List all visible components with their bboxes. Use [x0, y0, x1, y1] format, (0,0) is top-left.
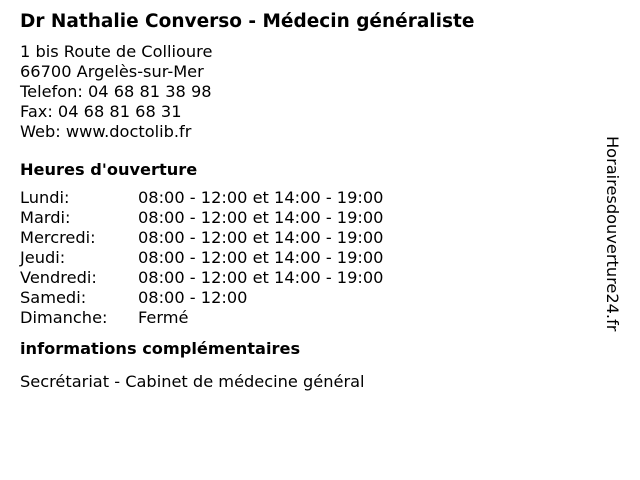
hours-row-dimanche	[20, 308, 610, 328]
time-value: 08:00 - 12:00	[138, 288, 248, 307]
business-card	[20, 10, 610, 392]
time-value: 08:00 - 12:00 et 14:00 - 19:00	[138, 228, 384, 247]
time-value: 08:00 - 12:00 et 14:00 - 19:00	[138, 208, 384, 227]
contact-block	[20, 42, 610, 142]
hours-row-vendredi	[20, 268, 610, 288]
day-label: Dimanche:	[20, 308, 108, 327]
hours-row-lundi	[20, 188, 610, 208]
site-watermark: Horairesdouverture24.fr	[603, 136, 622, 332]
day-label: Mercredi:	[20, 228, 96, 247]
time-value: 08:00 - 12:00 et 14:00 - 19:00	[138, 248, 384, 267]
day-label: Vendredi:	[20, 268, 97, 287]
time-value: Fermé	[138, 308, 189, 327]
fax-number: Fax: 04 68 81 68 31	[20, 102, 182, 121]
street-address: 1 bis Route de Collioure	[20, 42, 213, 61]
hours-row-mardi	[20, 208, 610, 228]
day-label: Lundi:	[20, 188, 70, 207]
day-label: Mardi:	[20, 208, 71, 227]
day-label: Samedi:	[20, 288, 87, 307]
opening-hours-table	[20, 188, 610, 328]
day-label: Jeudi:	[20, 248, 66, 267]
hours-row-jeudi	[20, 248, 610, 268]
additional-info-heading: informations complémentaires	[20, 339, 301, 358]
phone-number: Telefon: 04 68 81 38 98	[20, 82, 212, 101]
page-title: Dr Nathalie Converso - Médecin généraliste	[20, 11, 475, 32]
hours-row-samedi	[20, 288, 610, 308]
time-value: 08:00 - 12:00 et 14:00 - 19:00	[138, 188, 384, 207]
website: Web: www.doctolib.fr	[20, 122, 192, 141]
additional-info-text: Secrétariat - Cabinet de médecine général	[20, 372, 365, 391]
hours-row-mercredi	[20, 228, 610, 248]
city-address: 66700 Argelès-sur-Mer	[20, 62, 204, 81]
time-value: 08:00 - 12:00 et 14:00 - 19:00	[138, 268, 384, 287]
opening-hours-heading: Heures d'ouverture	[20, 160, 198, 179]
